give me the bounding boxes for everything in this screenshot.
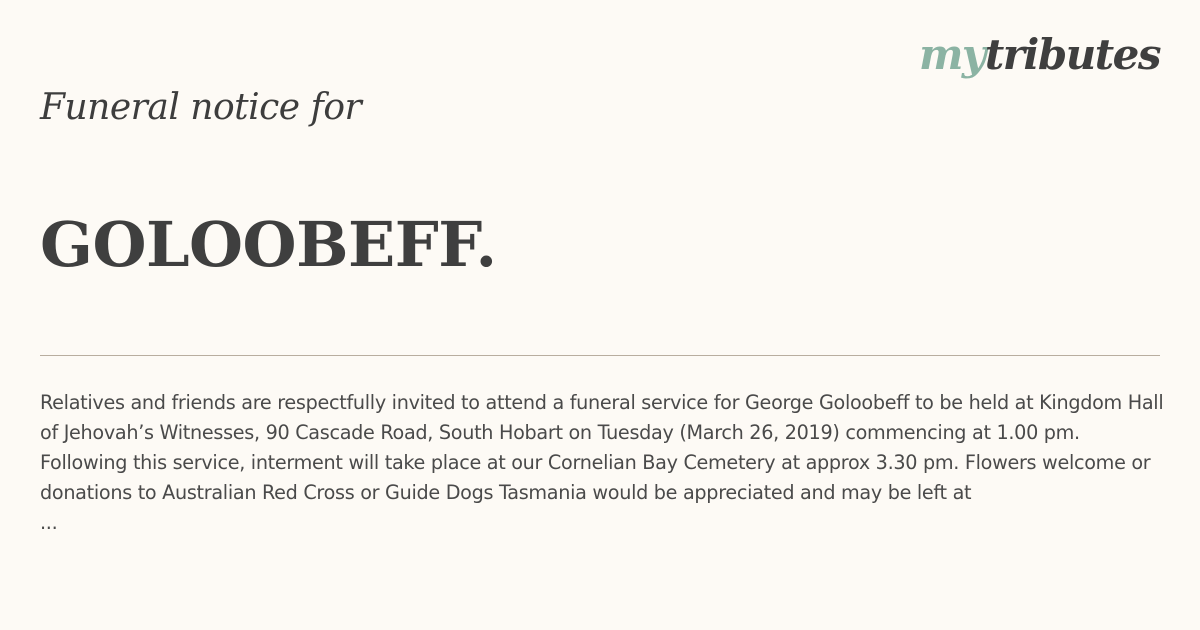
notice-subtitle: Funeral notice for	[40, 87, 362, 128]
notice-text	[40, 388, 1180, 538]
deceased-name: GOLOOBEFF.	[40, 208, 497, 281]
notice-ellipsis: ...	[40, 511, 58, 534]
notice-paragraph-1: Relatives and friends are respectfully invited to attend a funeral service for George Goloobeff to be held at Kingdom Hall of Jehovah’s Witnesses, 90 Cascade Road, South Hobart on Tuesday (March 26, 2019) commencing at 1.00 pm.	[40, 391, 1164, 444]
logo-part-my: my	[918, 30, 985, 79]
notice-paragraph-2: Following this service, interment will take place at our Cornelian Bay Cemetery at approx 3.30 pm. Flowers welcome or donations to Australian Red Cross or Guide Dogs Tasmania would be appreciated and may be left at	[40, 451, 1151, 504]
divider	[40, 355, 1160, 356]
mytributes-logo	[919, 30, 1160, 80]
logo-part-tributes: tributes	[984, 30, 1160, 79]
